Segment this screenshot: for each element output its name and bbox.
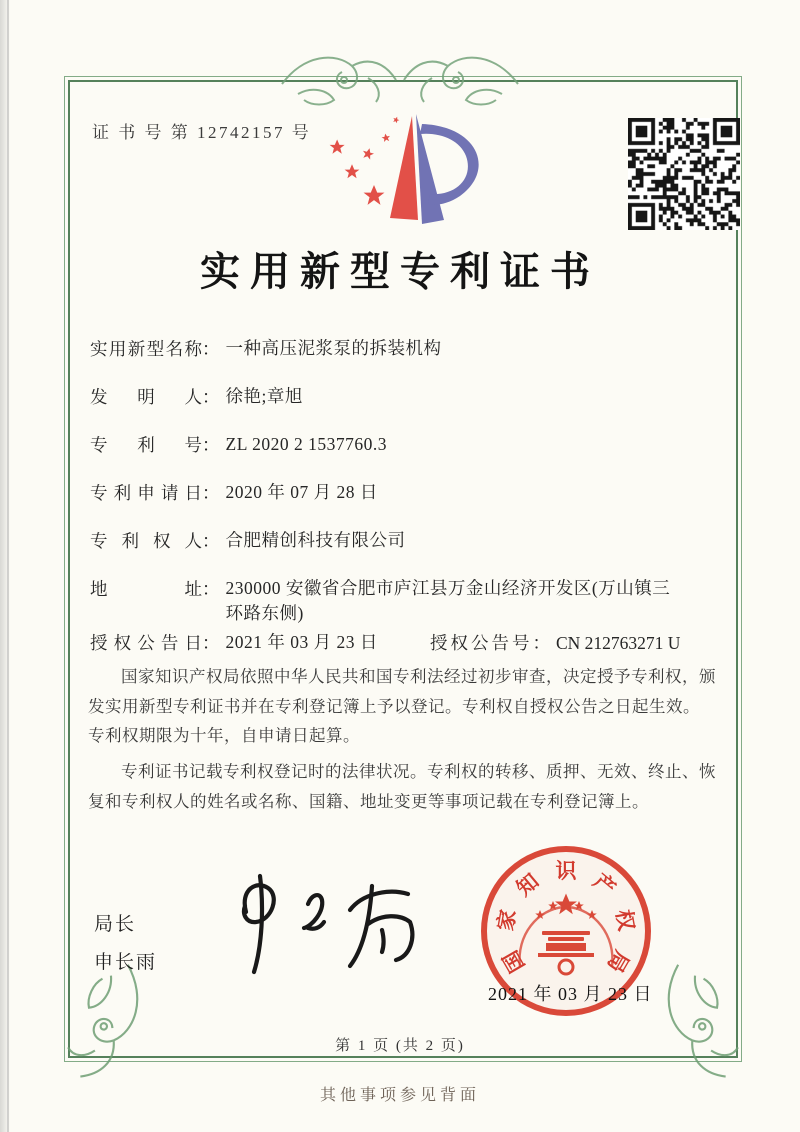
back-side-note: 其他事项参见背面 (319, 1087, 480, 1104)
grant-number (430, 630, 680, 655)
signer-block (94, 906, 157, 982)
signature-handwriting (212, 868, 422, 983)
field-colon: ： (202, 339, 220, 359)
field-value: 一种高压泥浆泵的拆装机构 (225, 338, 442, 358)
field-colon: ： (202, 579, 220, 599)
field-value: CN 212763271 U (556, 633, 681, 653)
field-label: 发明人 (90, 387, 202, 407)
field-value: ZL 2020 2 1537760.3 (225, 434, 387, 454)
field-value: 230000 安徽省合肥市庐江县万金山经济开发区(万山镇三环路东侧) (225, 578, 671, 624)
cnipa-logo-icon (328, 108, 500, 236)
seal-ring-character: 知 (511, 869, 544, 901)
field-colon: ： (202, 633, 220, 653)
scan-edge-line (7, 0, 9, 1132)
field-label: 授权公告日 (90, 633, 202, 653)
field-label: 专利号 (90, 435, 202, 455)
grant-date (90, 630, 378, 653)
signer-name: 申长雨 (94, 952, 158, 973)
seal-ring-character: 家 (493, 908, 521, 934)
legal-text (88, 662, 716, 822)
field-label: 专利申请日 (90, 483, 202, 503)
field-label: 授权公告号 (430, 633, 533, 653)
page-number: 第 1 页 (共 2 页) (335, 1038, 465, 1054)
field-value: 合肥精创科技有限公司 (225, 530, 406, 550)
legal-paragraph-2: 专利证书记载专利权登记时的法律状况。专利权的转移、质押、无效、终止、恢复和专利权人的姓名或名称、国籍、地址变更等事项记载在专利登记簿上。 (88, 762, 716, 811)
field-value: 徐艳;章旭 (225, 386, 303, 406)
field-colon: ： (202, 387, 220, 407)
field-colon: ： (202, 531, 220, 551)
seal-ring-character: 产 (588, 869, 621, 901)
seal-ring-character: 识 (555, 859, 577, 883)
field-colon: ： (202, 483, 220, 503)
field-label: 实用新型名称 (90, 339, 202, 359)
legal-paragraph-1: 国家知识产权局依照中华人民共和国专利法经过初步审查，决定授予专利权，颁发实用新型专利证书并在专利登记簿上予以登记。专利权自授权公告之日起生效。专利权期限为十年，自申请日起算。 (88, 667, 716, 746)
field-patent-number (90, 432, 714, 457)
signer-title: 局长 (94, 914, 137, 935)
certificate-number: 证 书 号 第 12742157 号 (92, 123, 312, 142)
field-label: 专利权人 (90, 531, 202, 551)
field-inventor (90, 384, 714, 409)
qr-code (628, 118, 740, 230)
field-patentee (90, 528, 714, 553)
certificate-title: 实用新型专利证书 (200, 249, 600, 294)
seal-ring-character: 权 (611, 908, 639, 934)
seal-date: 2021 年 03 月 23 日 (488, 984, 653, 1004)
field-value: 2020 年 07 月 28 日 (225, 482, 378, 502)
field-label: 地址 (90, 579, 202, 599)
field-value: 2021 年 03 月 23 日 (225, 632, 378, 652)
field-address (90, 576, 714, 627)
field-colon: ： (202, 435, 220, 455)
field-colon: ： (532, 633, 550, 653)
field-utility-model-name (90, 336, 714, 361)
field-filing-date (90, 480, 714, 505)
seal-ring-character: 局 (602, 945, 634, 977)
field-grant-row (90, 630, 714, 655)
seal-ring-character: 国 (498, 945, 530, 977)
